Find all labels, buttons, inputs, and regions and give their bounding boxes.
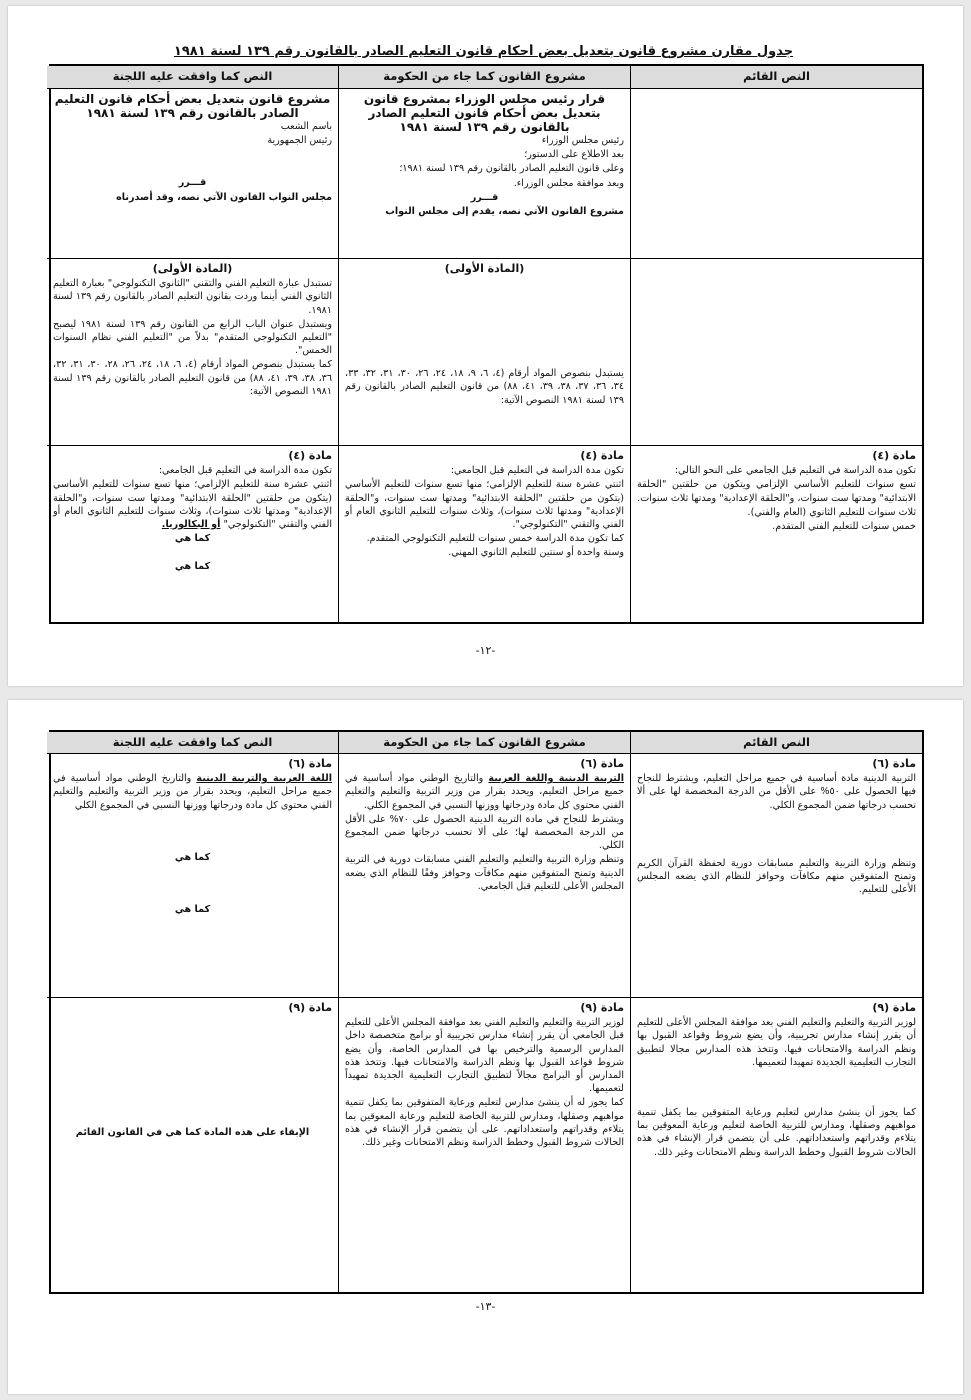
article6-government bbox=[338, 754, 630, 998]
article6-committee bbox=[47, 754, 338, 998]
gov-decree-word: قـــرر bbox=[470, 191, 499, 203]
article4-government bbox=[338, 446, 630, 622]
article6-gov-p3: وتنظم وزارة التربية والتعليم والتعليم الفني مسابقات دورية في التربية الدينية وتمنح المتفوقين منهم مكافآت وحوافز وفقًا للنظام الذي يضعه المجلس الأعلى للتعليم قبل الجامعي. bbox=[345, 854, 624, 892]
article9-committee bbox=[47, 998, 338, 1292]
article6-gov-p1-text: والتاريخ الوطني مواد أساسية في جميع مراحل التعليم، ويحدد بقرار من وزير التربية والتعليم والتعليم الفني محتوى كل مادة ودرجاتها ووزنها النسبي في المجموع الكلي. bbox=[345, 773, 624, 811]
article6-gov-lead: التربية الدينية واللغة العربية bbox=[488, 773, 624, 785]
article4-existing-p1: تكون مدة الدراسة في التعليم قبل الجامعي على النحو التالي: bbox=[674, 465, 916, 477]
article1-committee-p1: تستبدل عبارة التعليم الفني والتقني "الثانوي التكنولوجي" بعبارة التعليم الثانوي الفني أينما وردت بقانون التعليم الصادر بالقانون رقم ١٣٩ لسنة ١٩٨١. bbox=[53, 278, 332, 316]
article6-gov-p1 bbox=[345, 772, 624, 812]
committee-preamble-line: باسم الشعب bbox=[280, 121, 332, 132]
same-as-gov-note: كما هي bbox=[174, 851, 211, 863]
article4-gov-p3: كما تكون مدة الدراسة خمس سنوات للتعليم التكنولوجي المتقدم. bbox=[366, 533, 624, 545]
preamble-committee bbox=[47, 89, 338, 259]
gov-preamble-line: وبعد موافقة مجلس الوزراء. bbox=[513, 177, 624, 189]
article6-existing-heading: مادة (٦) bbox=[872, 757, 916, 770]
comparison-table bbox=[49, 64, 924, 624]
committee-preamble-line: رئيس الجمهورية bbox=[267, 135, 332, 147]
article1-existing bbox=[630, 259, 922, 446]
article4-committee-p2-text: اثنتي عشرة سنة للتعليم الإلزامي؛ منها تسع سنوات للتعليم الأساسي (يتكون من حلقتين "الحلقة الابتدائية" ومدتها ست سنوات، و"الحلقة الإعدادية" ومدتها ثلاث سنوات)، وثلاث سنوات للتعليم الثانوي العام أو الفني والتقني "التكنولوجي" bbox=[53, 479, 332, 531]
article4-existing-p4: خمس سنوات للتعليم الفني المتقدم. bbox=[772, 521, 916, 533]
article1-gov-heading: (المادة الأولى) bbox=[444, 262, 525, 275]
preamble-existing bbox=[630, 89, 922, 259]
article1-committee bbox=[47, 259, 338, 446]
header-existing: النص القائم bbox=[630, 66, 922, 89]
gov-preamble-final: مشروع القانون الآتي نصه، يقدم إلى مجلس النواب bbox=[385, 206, 624, 218]
article9-gov-heading: مادة (٩) bbox=[580, 1001, 624, 1014]
committee-preamble-heading: مشروع قانون بتعديل بعض أحكام قانون التعليم الصادر بالقانون رقم ١٣٩ لسنة ١٩٨١ bbox=[54, 92, 331, 120]
header-committee: النص كما وافقت عليه اللجنة bbox=[47, 732, 338, 754]
same-as-gov-note: كما هي bbox=[174, 533, 211, 545]
header-government: مشروع القانون كما جاء من الحكومة bbox=[338, 732, 630, 754]
article4-committee-heading: مادة (٤) bbox=[288, 449, 332, 462]
article4-existing bbox=[630, 446, 922, 622]
article4-gov-p4: وسنة واحدة أو سنتين للتعليم الثانوي المهني. bbox=[448, 547, 624, 559]
table-title: جدول مقارن مشروع قانون بتعديل بعض أحكام قانون التعليم الصادر بالقانون رقم ١٣٩ لسنة ١٩٨١ bbox=[173, 44, 794, 59]
article1-committee-p3: كما يستبدل بنصوص المواد أرقام (٤، ٦، ١٨، ٢٤، ٢٦، ٢٨، ٣٠، ٣١، ٣٢، ٣٦، ٣٨، ٣٩، ٤١، ٨٨) من قانون التعليم الصادر بالقانون رقم ١٣٩ لسنة ١٩٨١ النصوص الآتية: bbox=[53, 359, 332, 397]
article6-committee-heading: مادة (٦) bbox=[288, 757, 332, 770]
article9-gov-p2: كما يجوز له أن ينشئ مدارس لتعليم ورعاية المتفوقين بما يكفل تنمية مواهبهم وصقلها، ومدارس للتربية الخاصة للتعليم ورعاية المعوقين بما يتلاءم وقدراتهم واستعداداتهم. على أن يتضمن قرار الإنشاء في هذه الحالات شروط القبول وخطط الدراسة ونظم الامتحانات وغير ذلك. bbox=[345, 1097, 624, 1149]
article6-committee-lead: اللغة العربية والتربية الدينية bbox=[196, 773, 332, 785]
article9-existing-p1: لوزير التربية والتعليم والتعليم الفني بعد موافقة المجلس الأعلى للتعليم أن يقرر إنشاء مدارس تجريبية، وأن يضع شروط وقواعد القبول بها ونظم الدراسة والامتحانات فيها. وتتخذ هذه المدارس مجالا لتطبيق التجارب التعليمية الجديدة تمهيدا لتعميمها. bbox=[637, 1017, 916, 1068]
same-as-gov-note: كما هي bbox=[174, 561, 211, 573]
article6-existing-p1: التربية الدينية مادة أساسية في جميع مراحل التعليم، ويشترط للنجاح فيها الحصول على ٥٠% على الأقل من الدرجة المخصصة لها على ألا تحسب درجاتها ضمن المجموع الكلي. bbox=[637, 773, 916, 811]
committee-preamble-final: مجلس النواب القانون الآتي نصه، وقد أصدرناه bbox=[116, 191, 332, 203]
header-existing: النص القائم bbox=[630, 732, 922, 754]
document-page-12 bbox=[8, 6, 963, 686]
article4-committee-baccalaureate: أو البكالوريا. bbox=[161, 519, 221, 531]
article4-gov-p1: تكون مدة الدراسة في التعليم قبل الجامعي: bbox=[450, 465, 624, 477]
comparison-table bbox=[49, 730, 924, 1294]
article6-existing-p2: وتنظم وزارة التربية والتعليم مسابقات دورية لحفظة القرآن الكريم وتمنح المتفوقين منهم مكافآت وحوافز للنظام الذي يضعه المجلس الأعلى للتعليم. bbox=[637, 857, 916, 896]
article9-existing-heading: مادة (٩) bbox=[872, 1001, 916, 1014]
article6-existing bbox=[630, 754, 922, 998]
gov-preamble-line: رئيس مجلس الوزراء bbox=[541, 135, 624, 146]
article1-committee-heading: (المادة الأولى) bbox=[152, 262, 233, 275]
article1-gov-text: يستبدل بنصوص المواد أرقام (٤، ٦، ٩، ١٨، ٢٤، ٢٦، ٣٠، ٣١، ٣٢، ٣٣، ٣٤، ٣٦، ٣٧، ٣٨، ٣٩، ٤١، ٨٨) من قانون التعليم الصادر بالقانون رقم ١٣٩ لسنة ١٩٨١ النصوص الآتية: bbox=[345, 368, 625, 406]
article6-committee-p1 bbox=[53, 772, 332, 812]
same-as-gov-note: كما هي bbox=[174, 904, 211, 916]
gov-preamble-line: بعد الاطلاع على الدستور؛ bbox=[524, 149, 624, 161]
page-number: -١٣- bbox=[475, 1300, 496, 1313]
article4-committee-p2 bbox=[53, 478, 332, 531]
committee-decree-word: قـــرر bbox=[178, 177, 207, 189]
article1-committee-p2: ويستبدل عنوان الباب الرابع من القانون رقم ١٣٩ لسنة ١٩٨١ ليصبح "التعليم التكنولوجي المتقدم" بدلاً من "التعليم الفني نظام السنوات الخمس". bbox=[53, 318, 332, 357]
article6-gov-heading: مادة (٦) bbox=[580, 757, 624, 770]
article1-government bbox=[338, 259, 630, 446]
gov-preamble-line: وعلى قانون التعليم الصادر بالقانون رقم ١٣٩ لسنة ١٩٨١؛ bbox=[399, 163, 624, 175]
document-page-13 bbox=[8, 700, 963, 1394]
article9-government bbox=[338, 998, 630, 1292]
article4-committee-p1: تكون مدة الدراسة في التعليم قبل الجامعي: bbox=[158, 465, 332, 477]
article4-existing-p3: ثلاث سنوات للتعليم الثانوي (العام والفني). bbox=[747, 506, 916, 518]
preamble-government bbox=[338, 89, 630, 259]
header-government: مشروع القانون كما جاء من الحكومة bbox=[338, 66, 630, 89]
article9-existing bbox=[630, 998, 922, 1292]
article9-existing-p2: كما يجوز أن ينشئ مدارس لتعليم ورعاية المتفوقين بما يكفل تنمية مواهبهم وصقلها، ومدارس للتربية الخاصة لتعليم ورعاية المعوقين بما يتلاءم وقدراتهم واستعداداتهم. على أن يتضمن قرار الإنشاء في هذه الحالات شروط القبول وخطط الدراسة ونظم الامتحانات وغير ذلك. bbox=[637, 1107, 916, 1158]
header-committee: النص كما وافقت عليه اللجنة bbox=[47, 66, 338, 89]
article4-existing-p2: تسع سنوات للتعليم الأساسي الإلزامي ويتكون من حلقتين "الحلقة الابتدائية" ومدتها ست سنوات، و"الحلقة الإعدادية" ومدتها ثلاث سنوات. bbox=[637, 479, 916, 504]
article9-committee-heading: مادة (٩) bbox=[288, 1001, 332, 1014]
article4-gov-p2: اثنتي عشرة سنة للتعليم الإلزامي؛ منها تسع سنوات للتعليم الأساسي (يتكون من حلقتين "الحلقة الابتدائية" ومدتها ست سنوات، و"الحلقة الإعدادية" ومدتها ثلاث سنوات)، وثلاث سنوات للتعليم الثانوي العام أو الفني والتقني "التكنولوجي". bbox=[345, 479, 624, 531]
article4-existing-heading: مادة (٤) bbox=[872, 449, 916, 462]
gov-preamble-heading: قرار رئيس مجلس الوزراء بمشروع قانون بتعديل بعض أحكام قانون التعليم الصادر بالقانون رقم ١٣٩ لسنة ١٩٨١ bbox=[363, 92, 606, 134]
article9-committee-text: الإبقاء على هذه المادة كما هي في القانون القائم bbox=[75, 1127, 310, 1139]
page-number: -١٢- bbox=[475, 644, 496, 657]
article6-committee-p1-text: والتاريخ الوطني مواد أساسية في جميع مراحل التعليم، ويحدد بقرار من وزير التربية والتعليم والتعليم الفني محتوى كل مادة ودرجاتها ووزنها النسبي في المجموع الكلي bbox=[53, 773, 332, 811]
article6-gov-p2: ويشترط للنجاح في مادة التربية الدينية الحصول على ٧٠% على الأقل من الدرجة المخصصة لها؛ على ألا تحسب درجاتها ضمن المجموع الكلي. bbox=[345, 813, 624, 852]
article4-gov-heading: مادة (٤) bbox=[580, 449, 624, 462]
article9-gov-p1: لوزير التربية والتعليم والتعليم الفني بعد موافقة المجلس الأعلى للتعليم قبل الجامعي أن يقرر إنشاء مدارس تجريبية أو برامج متخصصة داخل المدارس الرسمية والترخيص بها في المدارس الخاصة، وأن يضع شروط قواعد القبول بها ونظم الدراسة والامتحانات فيها. وتتخذ هذه المدارس أو البرامج مجالاً لتطبيق التجارب التعليمية الجديدة تمهيداً لتعميمها. bbox=[345, 1017, 624, 1095]
article4-committee bbox=[47, 446, 338, 622]
